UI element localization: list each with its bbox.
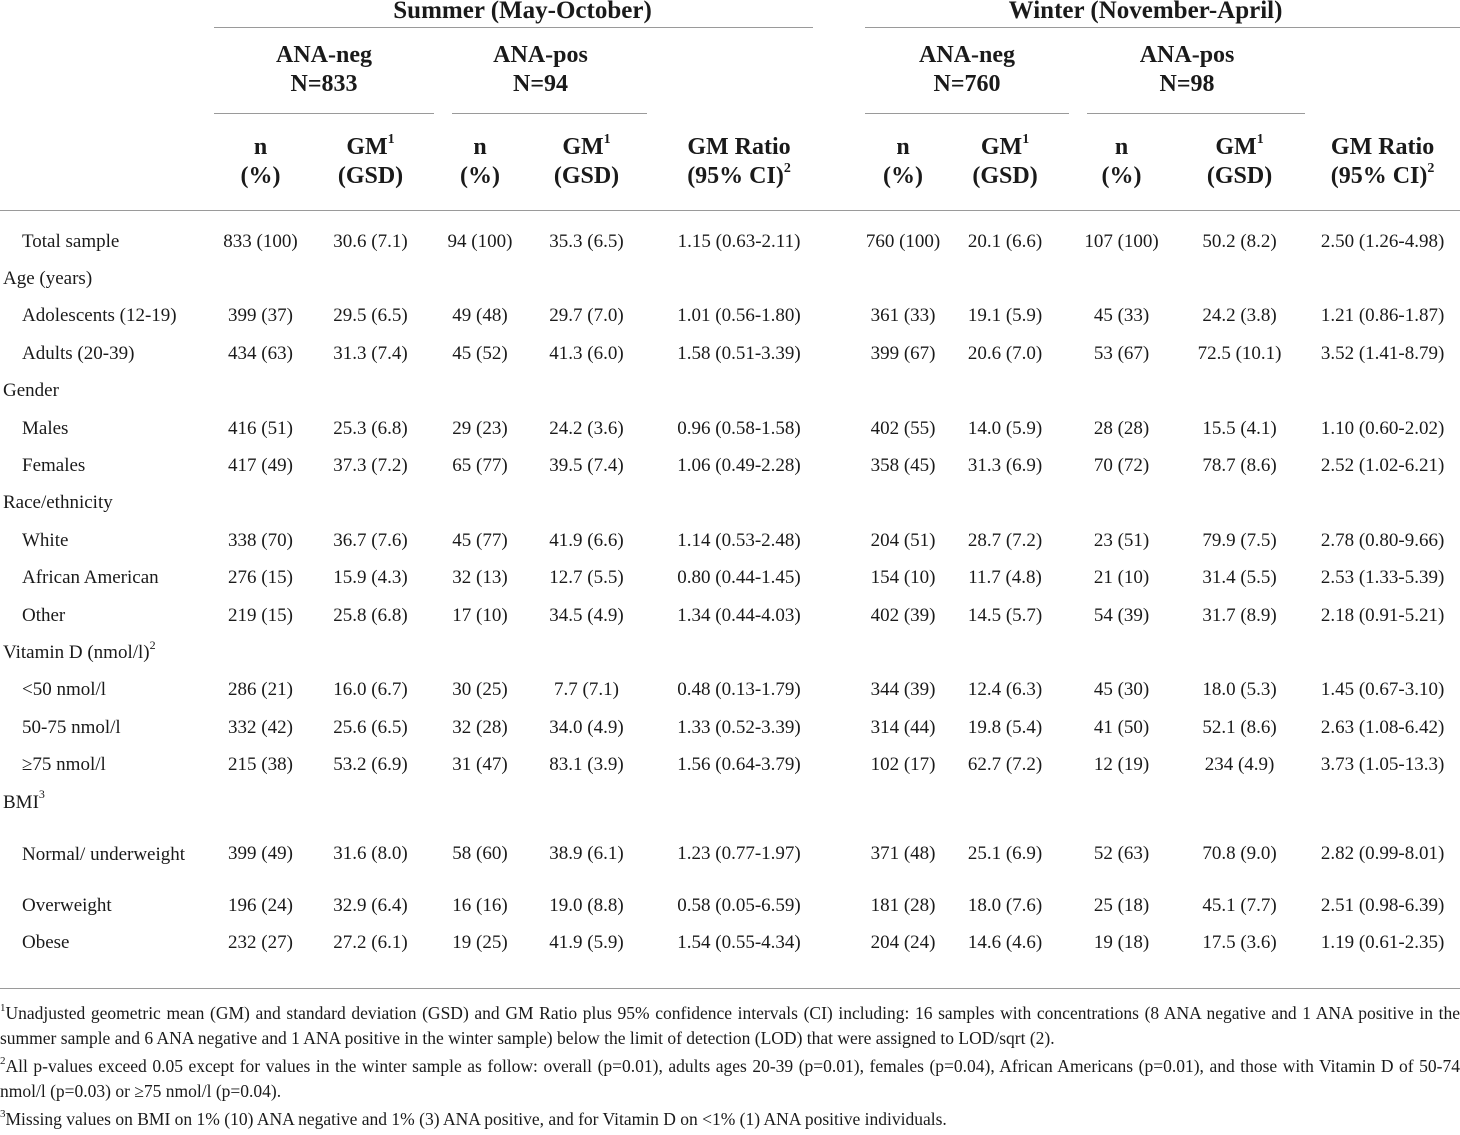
table-cell: 38.9 (6.1) — [549, 843, 624, 865]
table-cell: 1.19 (0.61-2.35) — [1320, 932, 1445, 954]
table-cell: 17.5 (3.6) — [1202, 932, 1277, 954]
row-label: Normal/ underweight — [22, 843, 186, 865]
table-cell: 215 (38) — [228, 754, 293, 776]
table-cell: 19 (25) — [452, 932, 508, 954]
section-row — [0, 373, 1460, 410]
table-cell: 53 (67) — [1093, 342, 1150, 364]
table-cell: 35.3 (6.5) — [549, 230, 624, 252]
table-cell: 72.5 (10.1) — [1197, 342, 1282, 364]
row-label: Males — [22, 417, 69, 439]
footnote: $^2$All p-values exceed 0.05 except for values in the winter sample as follow: overall (p=0.01), adults ages 20-39 (p=0.01), females (p=0.04), African Americans (p=0.01), and those with Vitamin D of 50-74 nmol/l (p=0.03) or ≥75 nmol/l (p=0.04). — [0, 1055, 1460, 1101]
row-label: ≥75 nmol/l — [22, 754, 106, 776]
table-row — [0, 298, 1460, 335]
label-column-header — [0, 114, 214, 211]
table-cell: 49 (48) — [452, 305, 508, 327]
table-cell: 1.58 (0.51-3.39) — [677, 342, 801, 364]
table-cell: 78.7 (8.6) — [1202, 455, 1277, 477]
table-cell: 37.3 (7.2) — [333, 455, 408, 477]
table-cell: 29.5 (6.5) — [333, 305, 408, 327]
table-cell: 41 (50) — [1093, 716, 1150, 738]
table-cell: 32.9 (6.4) — [333, 894, 408, 916]
section-row — [0, 485, 1460, 522]
table-cell: 232 (27) — [228, 932, 293, 954]
table-cell: 20.1 (6.6) — [967, 230, 1043, 252]
table-row — [0, 672, 1460, 709]
table-cell: 39.5 (7.4) — [549, 455, 624, 477]
table-cell: 31.6 (8.0) — [333, 843, 408, 865]
table-cell: 154 (10) — [870, 567, 936, 589]
table-row — [0, 410, 1460, 447]
table-cell: 45 (77) — [452, 529, 508, 551]
table-cell: 15.9 (4.3) — [333, 567, 408, 589]
table-cell: 21 (10) — [1093, 567, 1150, 589]
table-cell: 30.6 (7.1) — [333, 230, 408, 252]
table-cell: 1.45 (0.67-3.10) — [1320, 679, 1445, 701]
table-cell: 276 (15) — [228, 567, 293, 589]
row-label: Total sample — [22, 230, 120, 252]
table-cell: 0.80 (0.44-1.45) — [677, 567, 801, 589]
table-cell: 402 (55) — [870, 417, 936, 439]
table-cell: 36.7 (7.6) — [333, 529, 408, 551]
section-row — [0, 260, 1460, 297]
table-cell: 11.7 (4.8) — [968, 567, 1042, 589]
table-cell: 31.3 (7.4) — [333, 342, 408, 364]
column-header-gm: $GM^1$ (GSD) — [1206, 132, 1273, 189]
table-cell: 107 (100) — [1084, 230, 1159, 252]
table-cell: 1.34 (0.44-4.03) — [677, 604, 801, 626]
group-header: ANA-neg N=760 — [919, 42, 1016, 97]
table-cell: 19.1 (5.9) — [967, 305, 1043, 327]
table-cell: 17 (10) — [452, 604, 508, 626]
table-cell: 1.33 (0.52-3.39) — [677, 716, 801, 738]
table-cell: 25.6 (6.5) — [333, 716, 408, 738]
table-cell: 16 (16) — [452, 894, 508, 916]
table-cell: 70.8 (9.0) — [1202, 843, 1277, 865]
row-label: African American — [22, 567, 159, 589]
column-header-ratio: GM Ratio (95% CI)$^2$ — [687, 134, 791, 189]
table-row — [0, 709, 1460, 746]
group-header: ANA-pos N=94 — [493, 42, 588, 97]
table-cell: 29.7 (7.0) — [549, 305, 624, 327]
table-row — [0, 746, 1460, 783]
row-label: 50-75 nmol/l — [22, 716, 121, 738]
column-header-n: n (%) — [1101, 134, 1142, 189]
footnote: $^1$Unadjusted geometric mean (GM) and standard deviation (GSD) and GM Ratio plus 95% confidence intervals (CI) including: 16 samples with concentrations (8 ANA negative and 1 ANA positive in the summer sample and 6 ANA negative and 1 ANA positive in the winter sample) below the limit of detection (LOD) that were assigned to LOD/sqrt (2). — [0, 1002, 1460, 1048]
section-row — [0, 784, 1460, 821]
table-cell: 2.63 (1.08-6.42) — [1320, 716, 1445, 738]
table-cell: 18.0 (7.6) — [967, 894, 1043, 916]
row-label: Other — [22, 604, 66, 626]
table-cell: 50.2 (8.2) — [1202, 230, 1277, 252]
table-cell: 31.3 (6.9) — [967, 455, 1043, 477]
table-cell: 833 (100) — [223, 230, 298, 252]
row-label: Obese — [22, 932, 70, 954]
group-header: ANA-pos N=98 — [1139, 42, 1235, 97]
table-cell: 31.7 (8.9) — [1202, 604, 1277, 626]
table-row — [0, 560, 1460, 597]
table-cell: 286 (21) — [228, 679, 293, 701]
table-cell: 2.82 (0.99-8.01) — [1320, 843, 1445, 865]
table-cell: 14.5 (5.7) — [967, 604, 1043, 626]
table-cell: 15.5 (4.1) — [1202, 417, 1277, 439]
table-cell: 12 (19) — [1093, 754, 1150, 776]
table-cell: 3.73 (1.05-13.3) — [1320, 754, 1445, 776]
table-row — [0, 887, 1460, 924]
section-row — [0, 634, 1460, 671]
section-label: BMI$^3$ — [3, 787, 45, 813]
table-cell: 417 (49) — [228, 455, 293, 477]
group-header-row — [0, 28, 1460, 112]
table-cell: 219 (15) — [228, 604, 293, 626]
table-cell: 2.50 (1.26-4.98) — [1320, 230, 1445, 252]
table-cell: 25.8 (6.8) — [333, 604, 408, 626]
table-cell: 45.1 (7.7) — [1202, 894, 1277, 916]
table-cell: 45 (52) — [452, 342, 508, 364]
table-cell: 31.4 (5.5) — [1202, 567, 1277, 589]
table-cell: 1.15 (0.63-2.11) — [677, 230, 801, 252]
column-header-n: n (%) — [883, 134, 924, 189]
table-cell: 28 (28) — [1093, 417, 1150, 439]
table-cell: 28.7 (7.2) — [967, 529, 1043, 551]
table-cell: 204 (24) — [870, 932, 936, 954]
table-cell: 371 (48) — [870, 843, 936, 865]
footnote: $^3$Missing values on BMI on 1% (10) ANA negative and 1% (3) ANA positive, and for Vitamin D on <1% (1) ANA positive individuals. — [0, 1108, 947, 1129]
table-row — [0, 597, 1460, 634]
table-row — [0, 335, 1460, 372]
table-cell: 31 (47) — [452, 754, 508, 776]
table-cell: 41.3 (6.0) — [549, 342, 624, 364]
table-cell: 18.0 (5.3) — [1202, 679, 1277, 701]
table-cell: 24.2 (3.6) — [549, 417, 624, 439]
table-cell: 434 (63) — [228, 342, 293, 364]
table-cell: 0.48 (0.13-1.79) — [677, 679, 801, 701]
table-cell: 25.3 (6.8) — [333, 417, 408, 439]
table-cell: 102 (17) — [870, 754, 936, 776]
table-cell: 0.58 (0.05-6.59) — [677, 894, 801, 916]
row-label: <50 nmol/l — [22, 679, 107, 701]
table-cell: 12.4 (6.3) — [967, 679, 1043, 701]
table-body — [0, 211, 1460, 962]
table-cell: 58 (60) — [452, 843, 508, 865]
table-row — [0, 447, 1460, 484]
table-cell: 19.0 (8.8) — [549, 894, 624, 916]
column-header-n: n (%) — [460, 134, 500, 189]
table-cell: 416 (51) — [228, 417, 293, 439]
table-cell: 52.1 (8.6) — [1202, 716, 1277, 738]
table-cell: 338 (70) — [228, 529, 293, 551]
summer-header: Summer (May-October) — [393, 0, 652, 24]
table-cell: 358 (45) — [870, 455, 936, 477]
table-cell: 1.56 (0.64-3.79) — [677, 754, 801, 776]
table-cell: 94 (100) — [447, 230, 513, 252]
section-label: Gender — [3, 380, 59, 402]
column-header-gm: $GM^1$ (GSD) — [972, 132, 1038, 189]
table-cell: 24.2 (3.8) — [1202, 305, 1277, 327]
table-cell: 14.6 (4.6) — [967, 932, 1043, 954]
table-cell: 45 (30) — [1093, 679, 1150, 701]
section-label: Age (years) — [3, 268, 93, 290]
table-cell: 29 (23) — [452, 417, 508, 439]
row-label: White — [22, 529, 69, 551]
table-cell: 34.5 (4.9) — [549, 604, 624, 626]
table-cell: 1.21 (0.86-1.87) — [1320, 305, 1445, 327]
table-cell: 16.0 (6.7) — [333, 679, 408, 701]
table-cell: 760 (100) — [865, 230, 941, 252]
table-cell: 332 (42) — [228, 716, 293, 738]
table-cell: 361 (33) — [870, 305, 936, 327]
column-header-row — [0, 114, 1460, 211]
table-row — [0, 925, 1460, 962]
table-cell: 32 (28) — [452, 716, 508, 738]
table-cell: 70 (72) — [1093, 455, 1150, 477]
row-label: Overweight — [22, 894, 112, 916]
winter-header: Winter (November-April) — [1008, 0, 1283, 24]
table-cell: 25.1 (6.9) — [967, 843, 1043, 865]
table-cell: 2.53 (1.33-5.39) — [1320, 567, 1445, 589]
column-header-gm: $GM^1$ (GSD) — [337, 132, 404, 189]
table-cell: 41.9 (6.6) — [549, 529, 624, 551]
table-row — [0, 821, 1460, 887]
footnotes — [0, 988, 1460, 1135]
season-header-row — [0, 0, 1460, 26]
table-cell: 204 (51) — [870, 529, 936, 551]
table-cell: 402 (39) — [870, 604, 936, 626]
table-cell: 32 (13) — [452, 567, 508, 589]
row-label: Females — [22, 455, 86, 477]
table-cell: 14.0 (5.9) — [967, 417, 1043, 439]
table-cell: 181 (28) — [870, 894, 936, 916]
table-cell: 27.2 (6.1) — [333, 932, 408, 954]
table-cell: 1.01 (0.56-1.80) — [677, 305, 801, 327]
section-label: Race/ethnicity — [3, 492, 113, 514]
table-cell: 83.1 (3.9) — [549, 754, 624, 776]
table-cell: 79.9 (7.5) — [1202, 529, 1277, 551]
table-cell: 1.23 (0.77-1.97) — [677, 843, 801, 865]
table-cell: 344 (39) — [870, 679, 936, 701]
table-cell: 399 (67) — [870, 342, 936, 364]
table-cell: 7.7 (7.1) — [554, 679, 619, 701]
table-cell: 45 (33) — [1093, 305, 1150, 327]
table-cell: 30 (25) — [452, 679, 508, 701]
table-cell: 54 (39) — [1093, 604, 1150, 626]
table-cell: 234 (4.9) — [1204, 754, 1275, 776]
table-cell: 314 (44) — [870, 716, 936, 738]
table-cell: 25 (18) — [1093, 894, 1150, 916]
table-cell: 19.8 (5.4) — [967, 716, 1043, 738]
table-cell: 2.78 (0.80-9.66) — [1320, 529, 1445, 551]
table-cell: 399 (37) — [228, 305, 293, 327]
table-cell: 19 (18) — [1093, 932, 1150, 954]
table-cell: 34.0 (4.9) — [549, 716, 624, 738]
table-cell: 0.96 (0.58-1.58) — [677, 417, 801, 439]
table-cell: 1.14 (0.53-2.48) — [677, 529, 801, 551]
table-cell: 41.9 (5.9) — [549, 932, 624, 954]
group-header: ANA-neg N=833 — [276, 42, 372, 97]
table-row — [0, 522, 1460, 559]
row-label: Adults (20-39) — [22, 342, 135, 364]
column-header-gm: $GM^1$ (GSD) — [553, 132, 620, 189]
table-cell: 53.2 (6.9) — [333, 754, 408, 776]
table-cell: 12.7 (5.5) — [549, 567, 624, 589]
column-header-n: n (%) — [240, 134, 281, 189]
table-cell: 1.10 (0.60-2.02) — [1320, 417, 1445, 439]
section-label: Vitamin D (nmol/l)$^2$ — [3, 637, 156, 663]
table-cell: 2.51 (0.98-6.39) — [1320, 894, 1445, 916]
table-cell: 23 (51) — [1093, 529, 1150, 551]
table-row — [0, 211, 1460, 260]
table-cell: 3.52 (1.41-8.79) — [1320, 342, 1445, 364]
table-cell: 196 (24) — [228, 894, 293, 916]
table-cell: 2.52 (1.02-6.21) — [1320, 455, 1445, 477]
table-cell: 62.7 (7.2) — [967, 754, 1043, 776]
row-label: Adolescents (12-19) — [22, 305, 177, 327]
column-header-ratio: GM Ratio (95% CI)$^2$ — [1330, 134, 1435, 189]
table-cell: 20.6 (7.0) — [967, 342, 1043, 364]
table-cell: 399 (49) — [228, 843, 293, 865]
table-cell: 52 (63) — [1093, 843, 1150, 865]
table-cell: 1.06 (0.49-2.28) — [677, 455, 801, 477]
table-cell: 65 (77) — [452, 455, 508, 477]
table-cell: 1.54 (0.55-4.34) — [677, 932, 801, 954]
table-cell: 2.18 (0.91-5.21) — [1320, 604, 1445, 626]
